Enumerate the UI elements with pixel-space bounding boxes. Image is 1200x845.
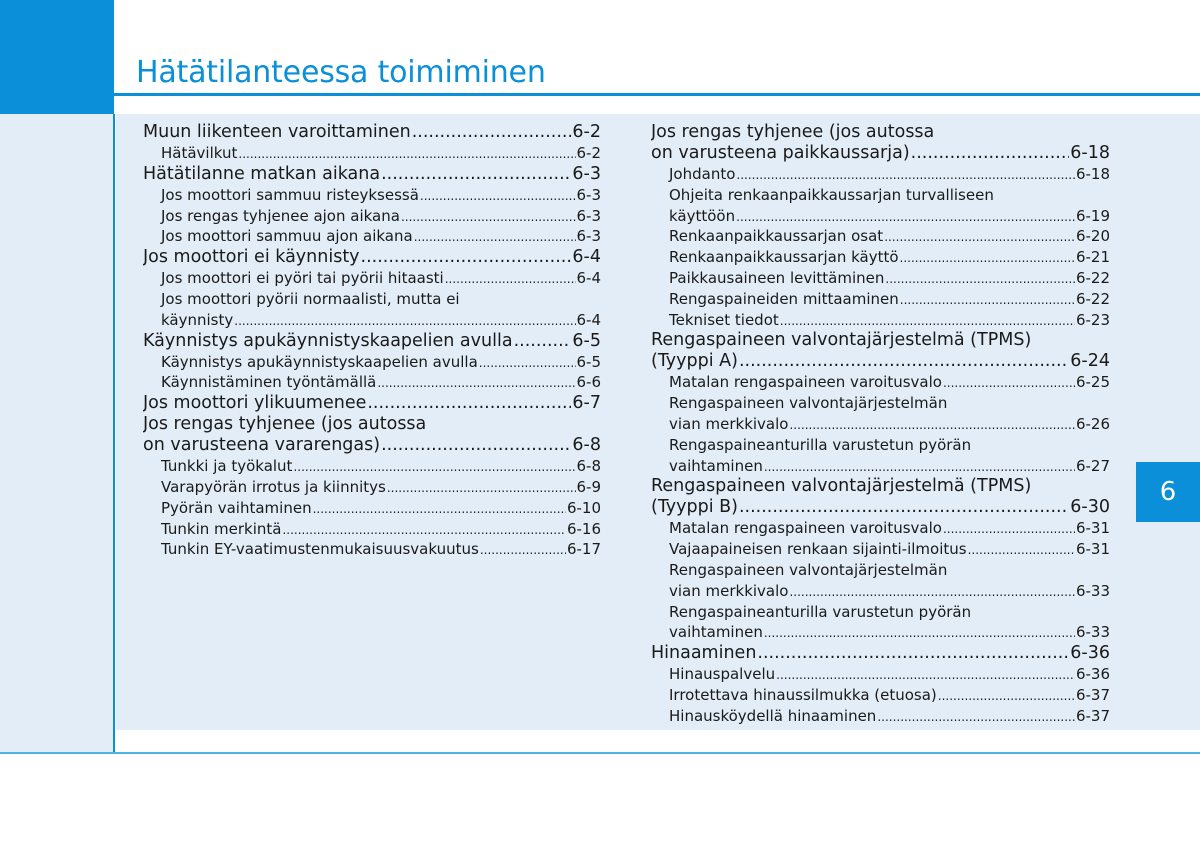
toc-entry-title: Matalan rengaspaineen varoitusvalo xyxy=(669,519,942,538)
dot-leader xyxy=(480,539,566,560)
toc-entry-title: Jos moottori sammuu risteyksessä xyxy=(161,185,419,204)
toc-entry-title: Käynnistys apukäynnistyskaapelien avulla xyxy=(143,330,513,351)
toc-entry-page: 6-4 xyxy=(572,247,601,268)
toc-subsection[interactable] xyxy=(143,519,601,540)
toc-entry-page: 6-22 xyxy=(1075,268,1110,287)
toc-entry-page: 6-5 xyxy=(572,330,601,351)
dot-leader xyxy=(401,206,576,227)
toc-entry-title: Hinauspalvelu xyxy=(669,665,776,684)
toc-entry-page: 6-24 xyxy=(1070,351,1110,372)
toc-section[interactable] xyxy=(651,643,1110,664)
toc-subsection[interactable] xyxy=(651,685,1110,706)
toc-subsection[interactable] xyxy=(651,560,1110,602)
margin-line xyxy=(113,114,115,754)
page-title: Hätätilanteessa toimiminen xyxy=(136,55,546,90)
toc-subsection[interactable] xyxy=(143,226,601,247)
toc-entry-page: 6-7 xyxy=(572,393,601,414)
left-margin xyxy=(0,114,114,754)
toc-subsection[interactable] xyxy=(143,289,601,331)
dot-leader xyxy=(479,352,576,373)
toc-entry-title: Tunkin merkintä xyxy=(161,519,282,538)
dot-leader xyxy=(414,226,576,247)
dot-leader xyxy=(900,247,1075,268)
toc-entry-page: 6-37 xyxy=(1075,706,1110,725)
toc-entry-page: 6-26 xyxy=(1075,414,1110,433)
toc-section[interactable] xyxy=(143,247,601,268)
toc-entry-title: Jos moottori pyörii normaalisti, mutta ei xyxy=(161,289,460,308)
toc-subsection[interactable] xyxy=(143,185,601,206)
toc-entry-title: Pyörän vaihtaminen xyxy=(161,498,312,517)
dot-leader xyxy=(736,206,1075,227)
toc-entry-title: Hinaaminen xyxy=(651,643,757,664)
toc-entry-page: 6-25 xyxy=(1075,373,1110,392)
toc-entry-page: 6-18 xyxy=(1070,143,1110,163)
toc-entry-page: 6-2 xyxy=(572,122,601,142)
toc-section[interactable] xyxy=(143,164,601,185)
toc-entry-title: Jos rengas tyhjenee (jos autossa xyxy=(143,414,427,435)
toc-entry-title: Jos moottori sammuu ajon aikana xyxy=(161,227,413,246)
toc-entry-title: Varapyörän irrotus ja kiinnitys xyxy=(161,477,386,496)
toc-subsection[interactable] xyxy=(651,664,1110,685)
toc-entry-title: Jos rengas tyhjenee (jos autossa xyxy=(651,122,935,142)
toc-entry-page: 6-22 xyxy=(1075,289,1110,308)
dot-leader xyxy=(367,393,571,414)
toc-entry-title: Rengaspaineen valvontajärjestelmän xyxy=(669,394,948,413)
toc-section[interactable] xyxy=(143,122,601,143)
toc-entry-page: 6-3 xyxy=(576,227,601,246)
toc-subsection[interactable] xyxy=(651,226,1110,247)
toc-entry-title: vaihtaminen xyxy=(669,623,763,642)
toc-subsection[interactable] xyxy=(651,435,1110,477)
toc-entry-page: 6-33 xyxy=(1075,581,1110,600)
toc-entry-page: 6-5 xyxy=(576,352,601,371)
toc-subsection[interactable] xyxy=(651,185,1110,227)
dot-leader xyxy=(445,268,576,289)
toc-entry-page: 6-36 xyxy=(1075,665,1110,684)
toc-entry-page: 6-16 xyxy=(566,519,601,538)
toc-entry-page: 6-33 xyxy=(1075,623,1110,642)
dot-leader xyxy=(381,435,571,456)
toc-entry-page: 6-2 xyxy=(576,144,601,162)
toc-entry-title: Tekniset tiedot xyxy=(669,310,779,329)
dot-leader xyxy=(739,497,1069,518)
dot-leader xyxy=(313,498,566,519)
toc-entry-page: 6-37 xyxy=(1075,685,1110,704)
dot-leader xyxy=(514,331,572,352)
toc-entry-title: Matalan rengaspaineen varoitusvalo xyxy=(669,373,942,392)
toc-entry-page: 6-18 xyxy=(1075,165,1110,183)
toc-section[interactable] xyxy=(143,414,601,456)
toc-entry-title: Hinausköydellä hinaaminen xyxy=(669,706,877,725)
toc-subsection[interactable] xyxy=(143,143,601,164)
dot-leader xyxy=(420,185,576,206)
toc-entry-page: 6-4 xyxy=(576,269,601,288)
toc-subsection[interactable] xyxy=(651,372,1110,393)
dot-leader xyxy=(282,519,565,540)
dot-leader xyxy=(234,310,575,331)
dot-leader xyxy=(877,706,1075,727)
toc-subsection[interactable] xyxy=(651,518,1110,539)
dot-leader xyxy=(736,164,1075,185)
title-rule xyxy=(114,93,1200,96)
corner-block xyxy=(0,0,114,114)
dot-leader xyxy=(884,226,1075,247)
toc-entry-page: 6-21 xyxy=(1075,248,1110,267)
toc-subsection[interactable] xyxy=(651,164,1110,185)
toc-entry-title: (Tyyppi B) xyxy=(651,497,738,518)
toc-entry-page: 6-17 xyxy=(566,540,601,559)
dot-leader xyxy=(381,164,571,185)
toc-entry-title: Käynnistäminen työntämällä xyxy=(161,373,377,392)
toc-entry-title: vian merkkivalo xyxy=(669,581,789,600)
toc-entry-page: 6-8 xyxy=(576,457,601,476)
toc-subsection[interactable] xyxy=(651,289,1110,310)
toc-section[interactable] xyxy=(651,122,1110,164)
dot-leader xyxy=(764,622,1075,643)
toc-entry-page: 6-30 xyxy=(1070,497,1110,518)
toc-entry-title: Tunkki ja työkalut xyxy=(161,457,293,476)
dot-leader xyxy=(776,664,1075,685)
toc-entry-title: Rengaspaineanturilla varustetun pyörän xyxy=(669,435,972,454)
dot-leader xyxy=(789,581,1074,602)
toc-entry-title: Hätätilanne matkan aikana xyxy=(143,163,381,184)
toc-subsection[interactable] xyxy=(143,206,601,227)
dot-leader xyxy=(757,643,1069,664)
toc-entry-title: Jos moottori ei käynnisty xyxy=(143,247,360,268)
toc-subsection[interactable] xyxy=(651,393,1110,435)
dot-leader xyxy=(885,268,1075,289)
dot-leader xyxy=(968,539,1075,560)
toc-entry-title: vian merkkivalo xyxy=(669,414,789,433)
toc-subsection[interactable] xyxy=(143,498,601,519)
dot-leader xyxy=(943,518,1075,539)
toc-entry-title: Käynnistys apukäynnistyskaapelien avulla xyxy=(161,352,478,371)
toc-entry-page: 6-19 xyxy=(1075,206,1110,225)
toc-entry-page: 6-8 xyxy=(572,435,601,456)
toc-subsection[interactable] xyxy=(143,372,601,393)
toc-subsection[interactable] xyxy=(651,539,1110,560)
toc-entry-title: käyttöön xyxy=(669,206,736,225)
toc-entry-page: 6-10 xyxy=(566,498,601,517)
toc-entry-page: 6-3 xyxy=(572,163,601,184)
toc-entry-title: Rengaspaineen valvontajärjestelmän xyxy=(669,560,948,579)
toc-subsection[interactable] xyxy=(651,268,1110,289)
dot-leader xyxy=(377,372,575,393)
toc-column-left xyxy=(143,122,601,560)
toc-subsection[interactable] xyxy=(651,310,1110,331)
toc-subsection[interactable] xyxy=(651,247,1110,268)
dot-leader xyxy=(911,143,1070,164)
dot-leader xyxy=(293,456,575,477)
toc-entry-title: Hätävilkut xyxy=(161,144,238,162)
dot-leader xyxy=(764,456,1075,477)
dot-leader xyxy=(387,477,576,498)
toc-subsection[interactable] xyxy=(143,268,601,289)
toc-entry-title: Paikkausaineen levittäminen xyxy=(669,268,885,287)
toc-entry-page: 6-27 xyxy=(1075,456,1110,475)
dot-leader xyxy=(900,289,1075,310)
bottom-rule xyxy=(0,752,1200,754)
toc-entry-title: vaihtaminen xyxy=(669,456,763,475)
toc-section[interactable] xyxy=(143,331,601,352)
toc-entry-title: on varusteena paikkaussarja) xyxy=(651,143,910,163)
toc-entry-title: käynnisty xyxy=(161,310,234,329)
toc-column-right xyxy=(651,122,1110,727)
toc-entry-title: Johdanto xyxy=(669,165,736,183)
toc-entry-page: 6-3 xyxy=(576,206,601,225)
toc-entry-page: 6-4 xyxy=(576,310,601,329)
dot-leader xyxy=(780,310,1075,331)
toc-entry-title: Rengaspaineen valvontajärjestelmä (TPMS) xyxy=(651,476,1032,497)
toc-subsection[interactable] xyxy=(143,539,601,560)
toc-entry-title: Tunkin EY-vaatimustenmukaisuusvakuutus xyxy=(161,540,479,559)
toc-section[interactable] xyxy=(651,476,1110,518)
toc-entry-title: Renkaanpaikkaussarjan käyttö xyxy=(669,248,899,267)
toc-entry-page: 6-9 xyxy=(576,477,601,496)
dot-leader xyxy=(943,372,1075,393)
toc-entry-page: 6-6 xyxy=(576,373,601,392)
toc-entry-title: Vajaapaineisen renkaan sijainti-ilmoitus xyxy=(669,540,967,559)
toc-section[interactable] xyxy=(143,393,601,414)
toc-entry-title: Muun liikenteen varoittaminen xyxy=(143,122,411,142)
toc-subsection[interactable] xyxy=(143,352,601,373)
dot-leader xyxy=(361,247,572,268)
toc-entry-title: (Tyyppi A) xyxy=(651,351,738,372)
toc-entry-page: 6-23 xyxy=(1075,310,1110,329)
toc-entry-page: 6-20 xyxy=(1075,227,1110,246)
dot-leader xyxy=(412,122,572,143)
dot-leader xyxy=(789,414,1074,435)
toc-entry-title: Rengaspaineanturilla varustetun pyörän xyxy=(669,602,972,621)
toc-entry-page: 6-31 xyxy=(1075,540,1110,559)
toc-subsection[interactable] xyxy=(651,602,1110,644)
toc-entry-title: on varusteena vararengas) xyxy=(143,435,381,456)
toc-entry-page: 6-31 xyxy=(1075,519,1110,538)
dot-leader xyxy=(739,351,1069,372)
toc-entry-title: Rengaspaineen valvontajärjestelmä (TPMS) xyxy=(651,330,1032,351)
toc-section[interactable] xyxy=(651,330,1110,372)
toc-entry-title: Irrotettava hinaussilmukka (etuosa) xyxy=(669,685,937,704)
toc-entry-title: Rengaspaineiden mittaaminen xyxy=(669,289,899,308)
toc-subsection[interactable] xyxy=(651,706,1110,727)
toc-entry-page: 6-36 xyxy=(1070,643,1110,664)
toc-subsection[interactable] xyxy=(143,456,601,477)
dot-leader xyxy=(938,685,1075,706)
toc-entry-title: Renkaanpaikkaussarjan osat xyxy=(669,227,884,246)
chapter-tab[interactable]: 6 xyxy=(1136,462,1200,522)
toc-entry-title: Jos rengas tyhjenee ajon aikana xyxy=(161,206,400,225)
dot-leader xyxy=(238,143,575,164)
toc-subsection[interactable] xyxy=(143,477,601,498)
toc-entry-page: 6-3 xyxy=(576,185,601,204)
toc-entry-title: Ohjeita renkaanpaikkaussarjan turvalliseen xyxy=(669,185,994,204)
toc-entry-title: Jos moottori ylikuumenee xyxy=(143,393,367,414)
toc-entry-title: Jos moottori ei pyöri tai pyörii hitaasti xyxy=(161,269,444,288)
